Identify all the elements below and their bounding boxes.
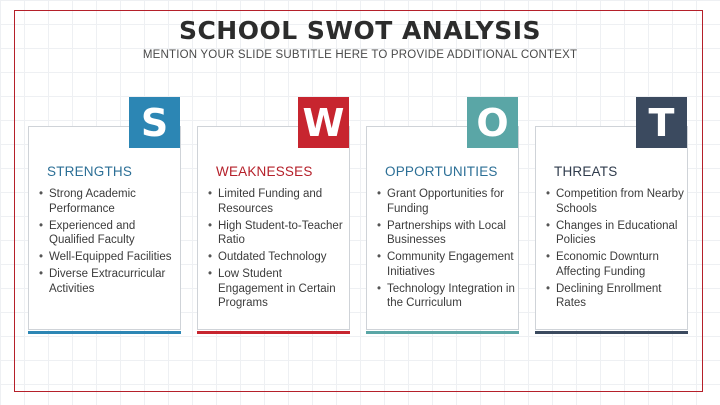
weaknesses-accent-bar: [197, 331, 350, 334]
weaknesses-heading: WEAKNESSES: [216, 164, 313, 179]
list-item: • Community Engagement Initiatives: [377, 250, 515, 279]
list-item: • Grant Opportunities for Funding: [377, 187, 515, 216]
list-item: • Competition from Nearby Schools: [546, 187, 684, 216]
list-item: • Experienced and Qualified Faculty: [39, 219, 177, 248]
strengths-card: [28, 126, 181, 330]
threats-list: [546, 187, 684, 313]
weaknesses-letter-badge: W: [298, 97, 349, 148]
list-item: • High Student-to-Teacher Ratio: [208, 219, 346, 248]
strengths-heading: STRENGTHS: [47, 164, 133, 179]
list-item: • Diverse Extracurricular Activities: [39, 267, 177, 296]
threats-accent-bar: [535, 331, 688, 334]
threats-heading: THREATS: [554, 164, 618, 179]
list-item: • Declining Enrollment Rates: [546, 282, 684, 311]
list-item: • Well-Equipped Facilities: [39, 250, 177, 265]
strengths-list: [39, 187, 177, 299]
slide-title: SCHOOL SWOT ANALYSIS: [178, 16, 542, 45]
opportunities-list: [377, 187, 515, 313]
list-item: • Low Student Engagement in Certain Programs: [208, 267, 346, 311]
opportunities-card: [366, 126, 519, 330]
list-item: • Changes in Educational Policies: [546, 219, 684, 248]
list-item: • Technology Integration in the Curriculum: [377, 282, 515, 311]
opportunities-heading: OPPORTUNITIES: [385, 164, 498, 179]
list-item: • Outdated Technology: [208, 250, 346, 265]
opportunities-accent-bar: [366, 331, 519, 334]
weaknesses-card: [197, 126, 350, 330]
list-item: • Economic Downturn Affecting Funding: [546, 250, 684, 279]
slide-subtitle: MENTION YOUR SLIDE SUBTITLE HERE TO PROVIDE ADDITIONAL CONTEXT: [142, 49, 578, 61]
strengths-letter-badge: S: [129, 97, 180, 148]
list-item: • Strong Academic Performance: [39, 187, 177, 216]
strengths-accent-bar: [28, 331, 181, 334]
opportunities-letter-badge: O: [467, 97, 518, 148]
weaknesses-list: [208, 187, 346, 313]
threats-letter-badge: T: [636, 97, 687, 148]
list-item: • Partnerships with Local Businesses: [377, 219, 515, 248]
list-item: • Limited Funding and Resources: [208, 187, 346, 216]
threats-card: [535, 126, 688, 330]
